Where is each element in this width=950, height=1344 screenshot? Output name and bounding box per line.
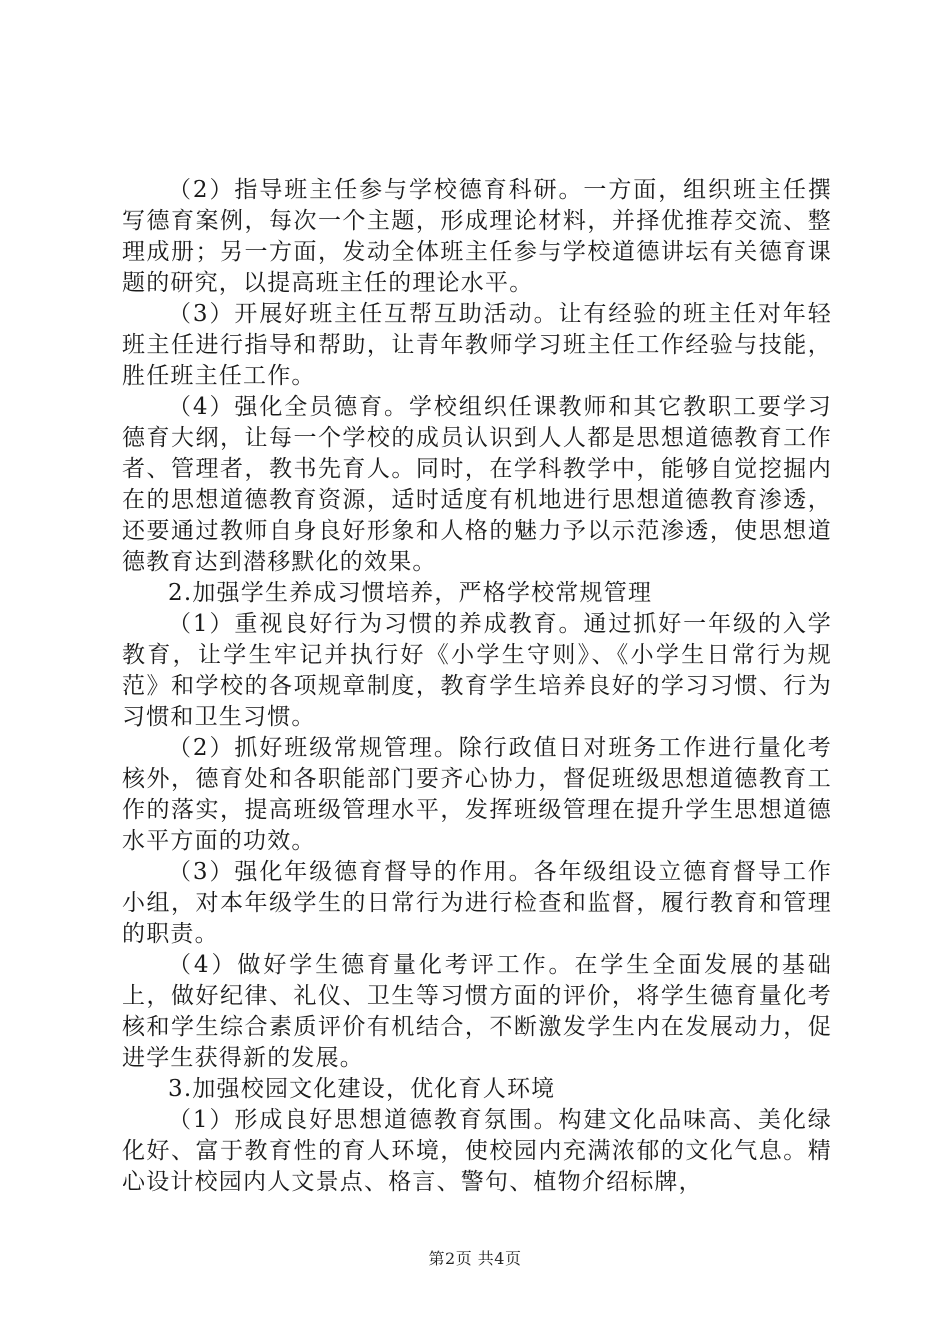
section-heading-2: 2.加强学生养成习惯培养，严格学校常规管理 xyxy=(168,580,653,606)
document-body xyxy=(122,175,832,1198)
paragraph-3-grade-supervision: （3）强化年级德育督导的作用。各年级组设立德育督导工作小组，对本年级学生的日常行为进行检查和监督，履行教育和管理的职责。 xyxy=(122,859,832,947)
section-heading-3: 3.加强校园文化建设，优化育人环境 xyxy=(168,1076,556,1102)
paragraph-4-quantified-evaluation: （4）做好学生德育量化考评工作。在学生全面发展的基础上，做好纪律、礼仪、卫生等习惯方面的评价，将学生德育量化考核和学生综合素质评价有机结合，不断激发学生内在发展动力，促进学生获得新的发展。 xyxy=(122,952,832,1071)
paragraph-1-campus-atmosphere: （1）形成良好思想道德教育氛围。构建文化品味高、美化绿化好、富于教育性的育人环境，使校园内充满浓郁的文化气息。精心设计校园内人文景点、格言、警句、植物介绍标牌， xyxy=(122,1107,832,1195)
paragraph-2-class-management: （2）抓好班级常规管理。除行政值日对班务工作进行量化考核外，德育处和各职能部门要齐心协力，督促班级思想道德教育工作的落实，提高班级管理水平，发挥班级管理在提升学生思想道德水平方面的功效。 xyxy=(122,735,832,854)
paragraph-4-all-staff-moral-education: （4）强化全员德育。学校组织任课教师和其它教职工要学习德育大纲，让每一个学校的成员认识到人人都是思想道德教育工作者、管理者，教书先育人。同时，在学科教学中，能够自觉挖掘内在的思想道德教育资源，适时适度有机地进行思想道德教育渗透，还要通过教师自身良好形象和人格的魅力予以示范渗透，使思想道德教育达到潜移默化的效果。 xyxy=(122,394,832,575)
page-number: 第2页 共4页 xyxy=(428,1249,522,1268)
paragraph-3-mutual-help: （3）开展好班主任互帮互助活动。让有经验的班主任对年轻班主任进行指导和帮助，让青年教师学习班主任工作经验与技能，胜任班主任工作。 xyxy=(122,301,832,389)
paragraph-2-guide-research: （2）指导班主任参与学校德育科研。一方面，组织班主任撰写德育案例，每次一个主题，形成理论材料，并择优推荐交流、整理成册；另一方面，发动全体班主任参与学校道德讲坛有关德育课题的研究，以提高班主任的理论水平。 xyxy=(122,177,832,296)
paragraph-1-habit-education: （1）重视良好行为习惯的养成教育。通过抓好一年级的入学教育，让学生牢记并执行好《小学生守则》、《小学生日常行为规范》和学校的各项规章制度，教育学生培养良好的学习习惯、行为习惯和卫生习惯。 xyxy=(122,611,832,730)
